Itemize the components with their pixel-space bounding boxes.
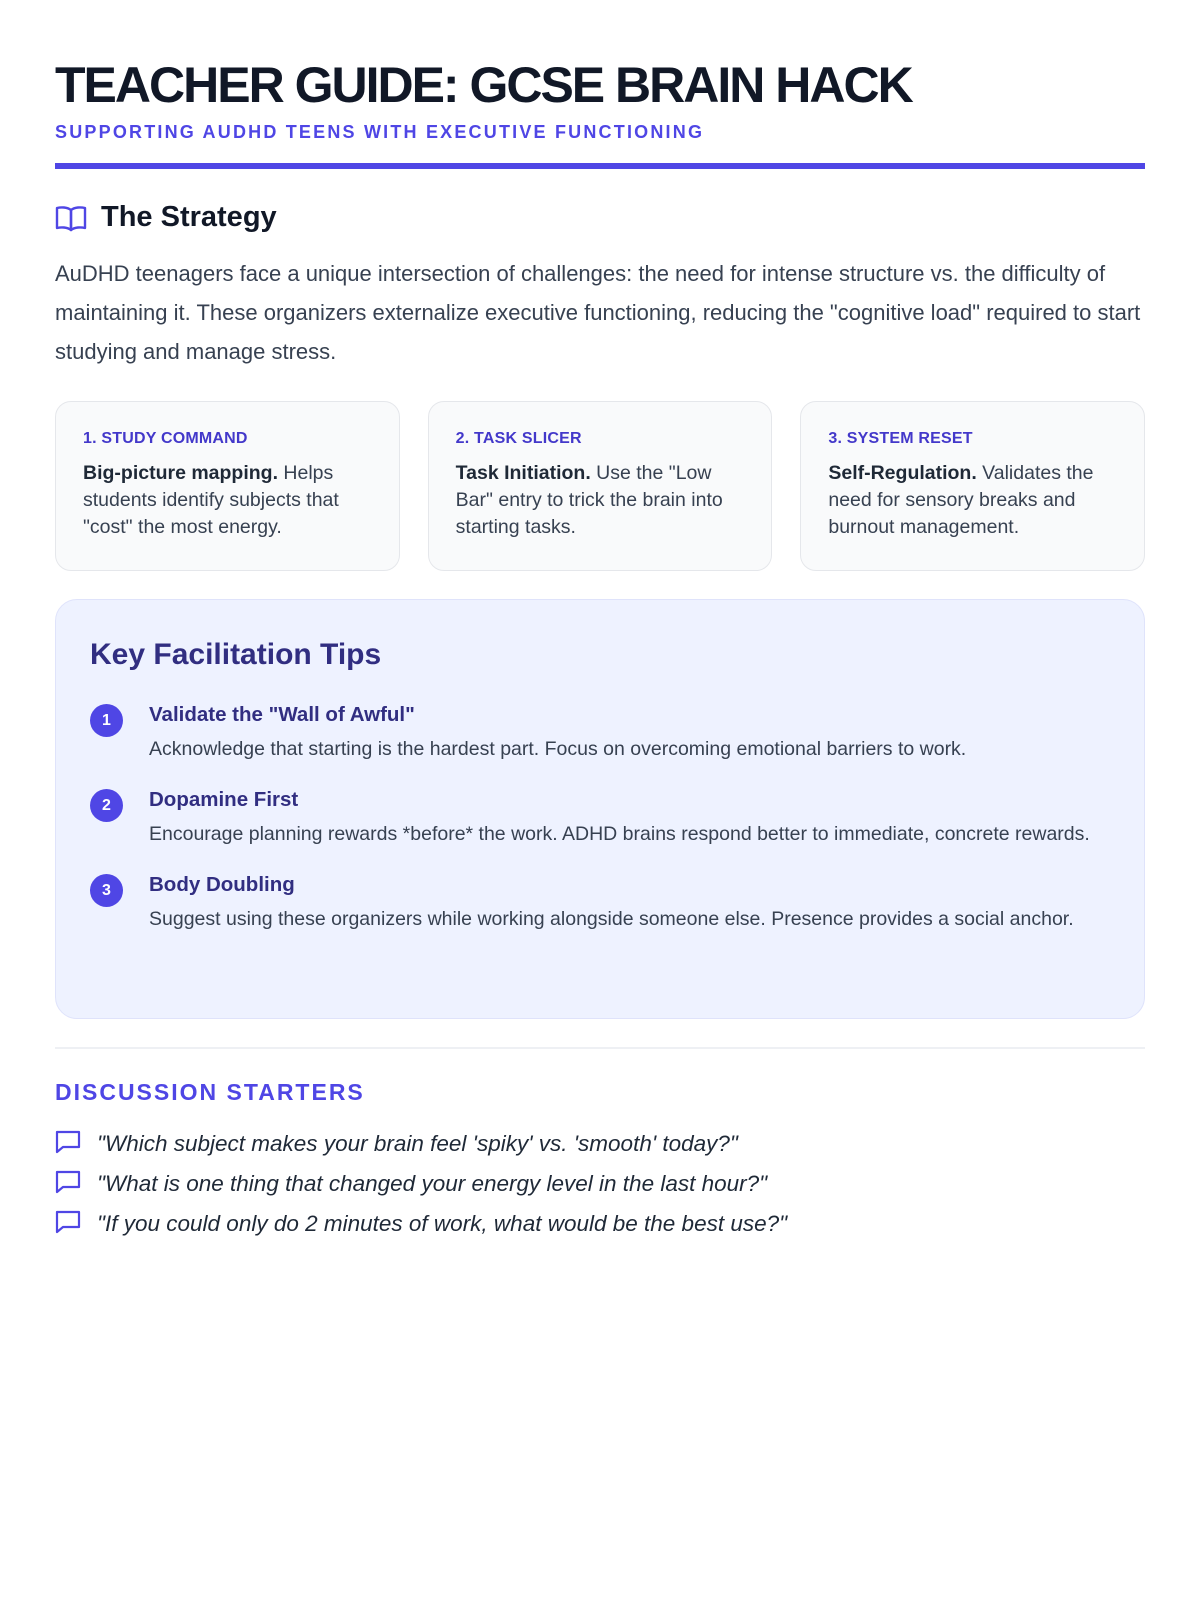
card-text: Validates the need for sensory breaks and burnout management.: [828, 462, 1094, 538]
tip-number-badge: 2: [90, 789, 123, 822]
card-label: 3. SYSTEM RESET: [828, 430, 973, 447]
open-book-icon: [55, 204, 87, 232]
card-system-reset: [800, 401, 1145, 571]
tip-description: Acknowledge that starting is the hardest part. Focus on overcoming emotional barriers to work.: [149, 738, 967, 760]
card-text: Use the "Low Bar" entry to trick the brain into starting tasks.: [455, 462, 723, 538]
card-lead: Big-picture mapping.: [83, 462, 278, 484]
tip-content: [149, 872, 1110, 933]
tips-list: [90, 702, 1110, 933]
strategy-intro: AuDHD teenagers face a unique intersection of challenges: the need for intense structure vs. the difficulty of maintaining it. These organizers externalize executive functioning, reducing the "cognitive load" required to start studying and manage stress.: [55, 261, 1141, 364]
tip-number-badge: 3: [90, 874, 123, 907]
title-rule: [55, 163, 1145, 169]
card-text: Helps students identify subjects that "cost" the most energy.: [83, 462, 339, 538]
tip-number-badge: 1: [90, 704, 123, 737]
organizer-cards: [55, 401, 1145, 571]
list-item: [55, 1204, 1145, 1244]
tip-content: [149, 702, 1110, 763]
tip-description: Encourage planning rewards *before* the work. ADHD brains respond better to immediate, concrete rewards.: [149, 823, 1090, 845]
card-study-command: [55, 401, 400, 571]
card-label: 2. TASK SLICER: [455, 430, 582, 447]
card-label: 1. STUDY COMMAND: [83, 430, 248, 447]
tip-title: Dopamine First: [149, 788, 299, 811]
page-subtitle: SUPPORTING AUDHD TEENS WITH EXECUTIVE FUNCTIONING: [55, 122, 705, 142]
speech-bubble-icon: [55, 1170, 81, 1199]
speech-bubble-icon: [55, 1210, 81, 1239]
card-task-slicer: [428, 401, 773, 571]
starter-text: "If you could only do 2 minutes of work, what would be the best use?": [97, 1211, 788, 1236]
tip-title: Body Doubling: [149, 873, 295, 896]
tip-item: [90, 787, 1110, 848]
tips-title: Key Facilitation Tips: [90, 638, 382, 671]
starter-text: "What is one thing that changed your energy level in the last hour?": [97, 1171, 768, 1196]
tip-description: Suggest using these organizers while working alongside someone else. Presence provides a social anchor.: [149, 908, 1074, 930]
card-body: [456, 460, 746, 541]
speech-bubble-icon: [55, 1130, 81, 1159]
list-item: [55, 1164, 1145, 1204]
facilitation-tips-panel: [55, 599, 1145, 1019]
tip-content: [149, 787, 1110, 848]
strategy-heading: [55, 201, 1145, 234]
tip-title: Validate the "Wall of Awful": [149, 703, 415, 726]
tip-item: [90, 872, 1110, 933]
starter-text: "Which subject makes your brain feel 'spiky' vs. 'smooth' today?": [97, 1131, 738, 1156]
card-body: [83, 460, 373, 541]
tip-item: [90, 702, 1110, 763]
card-body: [828, 460, 1118, 541]
discussion-heading: DISCUSSION STARTERS: [55, 1079, 365, 1105]
list-item: [55, 1124, 1145, 1164]
discussion-starters-list: [55, 1124, 1145, 1244]
strategy-heading-text: The Strategy: [101, 201, 277, 233]
card-lead: Task Initiation.: [455, 462, 591, 484]
section-divider: [55, 1047, 1145, 1049]
card-lead: Self-Regulation.: [828, 462, 977, 484]
page-title: TEACHER GUIDE: GCSE BRAIN HACK: [55, 57, 912, 113]
